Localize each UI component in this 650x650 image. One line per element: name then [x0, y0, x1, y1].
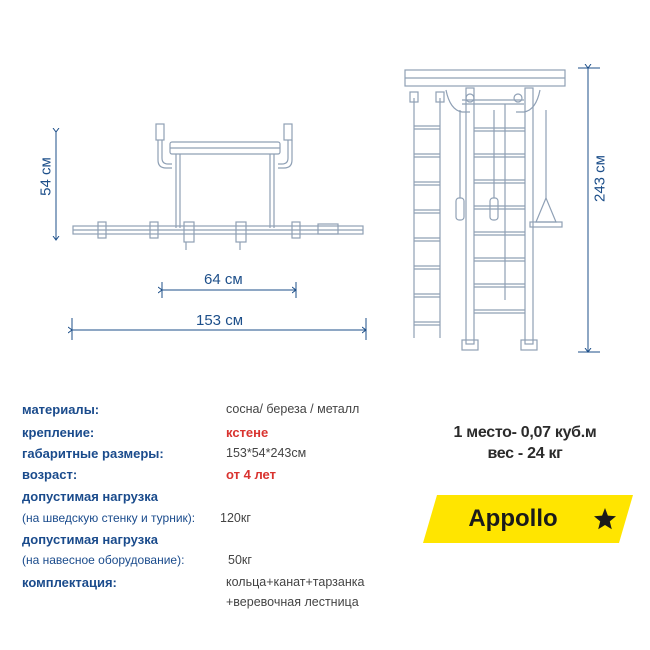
spec-load-equipment — [22, 553, 422, 573]
size-value: 153*54*243см — [226, 446, 307, 460]
inner-width-dimension-label: 64 см — [204, 271, 243, 288]
top-view — [73, 124, 363, 250]
shipping-volume: 1 место- 0,07 куб.м — [453, 424, 597, 441]
logo-text: Appollo — [468, 505, 558, 532]
load-equipment-sublabel: (на навесное оборудование): — [22, 553, 185, 567]
load-wallbars-value: 120кг — [220, 511, 251, 525]
height-dimension-label: 243 см — [591, 155, 609, 203]
spec-age — [22, 467, 422, 487]
load-equipment-label: допустимая нагрузка — [22, 532, 158, 547]
mount-value: кстене — [226, 425, 269, 440]
spec-materials — [22, 402, 422, 422]
depth-dimension-label: 54 см — [37, 157, 55, 196]
load-wallbars-sublabel: (на шведскую стенку и турник): — [22, 511, 196, 525]
spec-kit — [22, 575, 422, 595]
age-label: возраст: — [22, 467, 78, 482]
materials-value: сосна/ береза / металл — [226, 402, 360, 416]
spec-mount — [22, 425, 422, 445]
spec-size — [22, 446, 422, 466]
total-width-dimension-label: 153 см — [196, 312, 244, 329]
materials-label: материалы: — [22, 402, 100, 417]
spec-load-wallbars-heading — [22, 489, 422, 509]
spec-load-wallbars — [22, 511, 422, 531]
kit-label: комплектация: — [22, 575, 117, 590]
size-label: габаритные размеры: — [22, 446, 164, 461]
load-wallbars-label: допустимая нагрузка — [22, 489, 158, 504]
load-equipment-value: 50кг — [228, 553, 252, 567]
age-value: от 4 лет — [226, 467, 276, 482]
kit-value-line2: +веревочная лестница — [226, 595, 359, 609]
front-view — [405, 70, 565, 350]
shipping-weight: вес - 24 кг — [487, 445, 563, 462]
spec-load-equipment-heading — [22, 532, 422, 552]
star-icon — [593, 507, 617, 531]
appollo-logo — [423, 495, 633, 543]
kit-value-line1: кольца+канат+тарзанка — [226, 575, 365, 589]
mount-label: крепление: — [22, 425, 95, 440]
spec-kit-continued — [22, 595, 422, 615]
